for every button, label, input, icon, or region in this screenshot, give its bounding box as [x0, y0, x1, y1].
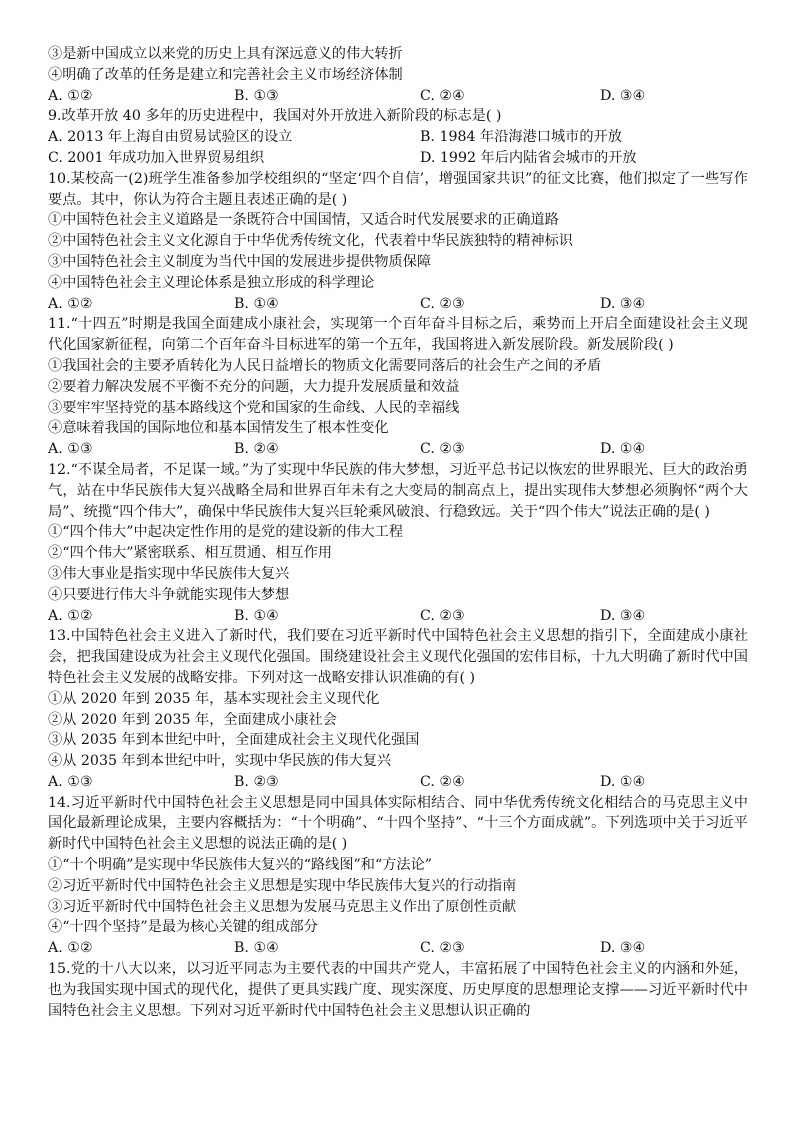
option-c: C. 2001 年成功加入世界贸易组织 — [48, 149, 265, 166]
answer-options — [48, 439, 748, 460]
option-b: B. 1984 年沿海港口城市的开放 — [420, 129, 622, 146]
answer-options — [48, 86, 748, 107]
question-stem: 14.习近平新时代中国特色社会主义思想是同中国具体实际相结合、同中华优秀传统文化相结合的马克思主义中国化最新理论成果，主要内容概括为：“十个明确”、“十四个坚持”、“十三个方面成就”。下列选项中关于习近平新时代中国特色社会主义思想的说法正确的是( ) — [48, 794, 748, 853]
option-d: D. ③④ — [600, 607, 646, 624]
statement: ②中国特色社会主义文化源自于中华优秀传统文化，代表着中华民族独特的精神标识 — [48, 233, 573, 250]
question-stem: 10.某校高一(2)班学生准备参加学校组织的“坚定‘四个自信’，增强国家共识”的征文比赛，他们拟定了一些写作要点。其中，你认为符合主题且表述正确的是( ) — [48, 170, 748, 208]
statement: ①“十个明确”是实现中华民族伟大复兴的“路线图”和“方法论” — [48, 857, 433, 874]
option-c: C. ②④ — [420, 87, 465, 104]
statement: ④只要进行伟大斗争就能实现伟大梦想 — [48, 586, 290, 603]
statement: ①“四个伟大”中起决定性作用的是党的建设新的伟大工程 — [48, 524, 404, 541]
option-b: B. ①④ — [234, 295, 279, 312]
option-d: D. ①④ — [600, 441, 646, 458]
question-stem: 11.“十四五”时期是我国全面建成小康社会，实现第一个百年奋斗目标之后，乘势而上开启全面建设社会主义现代化国家新征程，向第二个百年奋斗目标进军的第一个五年，我国将进入新发展阶段。新发展阶段( ) — [48, 316, 748, 354]
statement: ②要着力解决发展不平衡不充分的问题，大力提升发展质量和效益 — [48, 378, 460, 395]
option-c: C. ②③ — [420, 607, 465, 624]
option-a: A. ①③ — [48, 441, 93, 458]
question-stem: 13.中国特色社会主义进入了新时代，我们要在习近平新时代中国特色社会主义思想的指引下，全面建成小康社会，把我国建设成为社会主义现代化强国。围绕建设社会主义现代化强国的宏伟目标，十九大明确了新时代中国特色社会主义发展的战略安排。下列对这一战略安排认识准确的有( ) — [48, 628, 748, 686]
statement: ④明确了改革的任务是建立和完善社会主义市场经济体制 — [48, 66, 403, 83]
statement: ①中国特色社会主义道路是一条既符合中国国情，又适合时代发展要求的正确道路 — [48, 212, 559, 229]
statement: ③中国特色社会主义制度为当代中国的发展进步提供物质保障 — [48, 253, 432, 270]
question-stem: 12.“不谋全局者，不足谋一域。”为了实现中华民族的伟大梦想，习近平总书记以恢宏的世界眼光、巨大的政治勇气，站在中华民族伟大复兴战略全局和世界百年未有之大变局的制高点上，提出实现伟大梦想必须胸怀“两个大局”、统揽“四个伟大”，确保中华民族伟大复兴巨轮乘风破浪、行稳致远。关于“四个伟大”说法正确的是( ) — [48, 461, 748, 520]
answer-options — [48, 148, 748, 169]
answer-options — [48, 294, 748, 315]
statement: ③习近平新时代中国特色社会主义思想为发展马克思主义作出了原创性贡献 — [48, 898, 517, 915]
statement: ①我国社会的主要矛盾转化为人民日益增长的物质文化需要同落后的社会生产之间的矛盾 — [48, 357, 602, 374]
statement: ③是新中国成立以来党的历史上具有深远意义的伟大转折 — [48, 46, 403, 62]
statement: ④中国特色社会主义理论体系是独立形成的科学理论 — [48, 274, 375, 291]
option-d: D. ③④ — [600, 87, 646, 104]
statement: ④从 2035 年到本世纪中叶，实现中华民族的伟大复兴 — [48, 753, 392, 770]
option-d: D. ③④ — [600, 940, 646, 957]
option-c: C. ②③ — [420, 295, 465, 312]
answer-options — [48, 606, 748, 627]
statement: ②“四个伟大”紧密联系、相互贯通、相互作用 — [48, 545, 333, 562]
option-b: B. ①④ — [234, 607, 279, 624]
exam-page — [48, 44, 748, 1021]
option-b: B. ①③ — [234, 87, 279, 104]
option-b: B. ②③ — [234, 773, 279, 790]
answer-options — [48, 127, 748, 148]
question-stem: 9.改革开放 40 多年的历史进程中，我国对外开放进入新阶段的标志是( ) — [48, 108, 502, 125]
statement: ③伟大事业是指实现中华民族伟大复兴 — [48, 565, 290, 582]
option-a: A. ①② — [48, 607, 93, 624]
option-d: D. 1992 年后内陆省会城市的开放 — [420, 149, 637, 166]
option-c: C. ②③ — [420, 441, 465, 458]
statement: ②从 2020 年到 2035 年，全面建成小康社会 — [48, 711, 337, 728]
option-a: A. ①② — [48, 295, 93, 312]
option-a: A. ①② — [48, 940, 93, 957]
option-b: B. ①④ — [234, 940, 279, 957]
option-d: D. ③④ — [600, 295, 646, 312]
statement: ④“十四个坚持”是最为核心关键的组成部分 — [48, 919, 318, 936]
statement: ②习近平新时代中国特色社会主义思想是实现中华民族伟大复兴的行动指南 — [48, 877, 517, 894]
statement: ④意味着我国的国际地位和基本国情发生了根本性变化 — [48, 420, 389, 437]
option-a: A. 2013 年上海自由贸易试验区的设立 — [48, 129, 293, 146]
option-b: B. ②④ — [234, 441, 279, 458]
statement: ③要牢牢坚持党的基本路线这个党和国家的生命线、人民的幸福线 — [48, 399, 460, 416]
option-a: A. ①② — [48, 87, 93, 104]
answer-options — [48, 772, 748, 793]
statement: ③从 2035 年到本世纪中叶，全面建成社会主义现代化强国 — [48, 732, 420, 749]
question-stem: 15.党的十八大以来，以习近平同志为主要代表的中国共产党人，丰富拓展了中国特色社会主义的内涵和外延，也为我国实现中国式的现代化，提供了更具实践广度、现实深度、历史厚度的思想理论支撑——习近平新时代中国特色社会主义思想。下列对习近平新时代中国特色社会主义思想认识正确的 — [48, 961, 748, 1019]
option-c: C. ②③ — [420, 940, 465, 957]
option-d: D. ①④ — [600, 773, 646, 790]
statement: ①从 2020 年到 2035 年，基本实现社会主义现代化 — [48, 690, 380, 707]
option-a: A. ①③ — [48, 773, 93, 790]
answer-options — [48, 938, 748, 959]
option-c: C. ②④ — [420, 773, 465, 790]
